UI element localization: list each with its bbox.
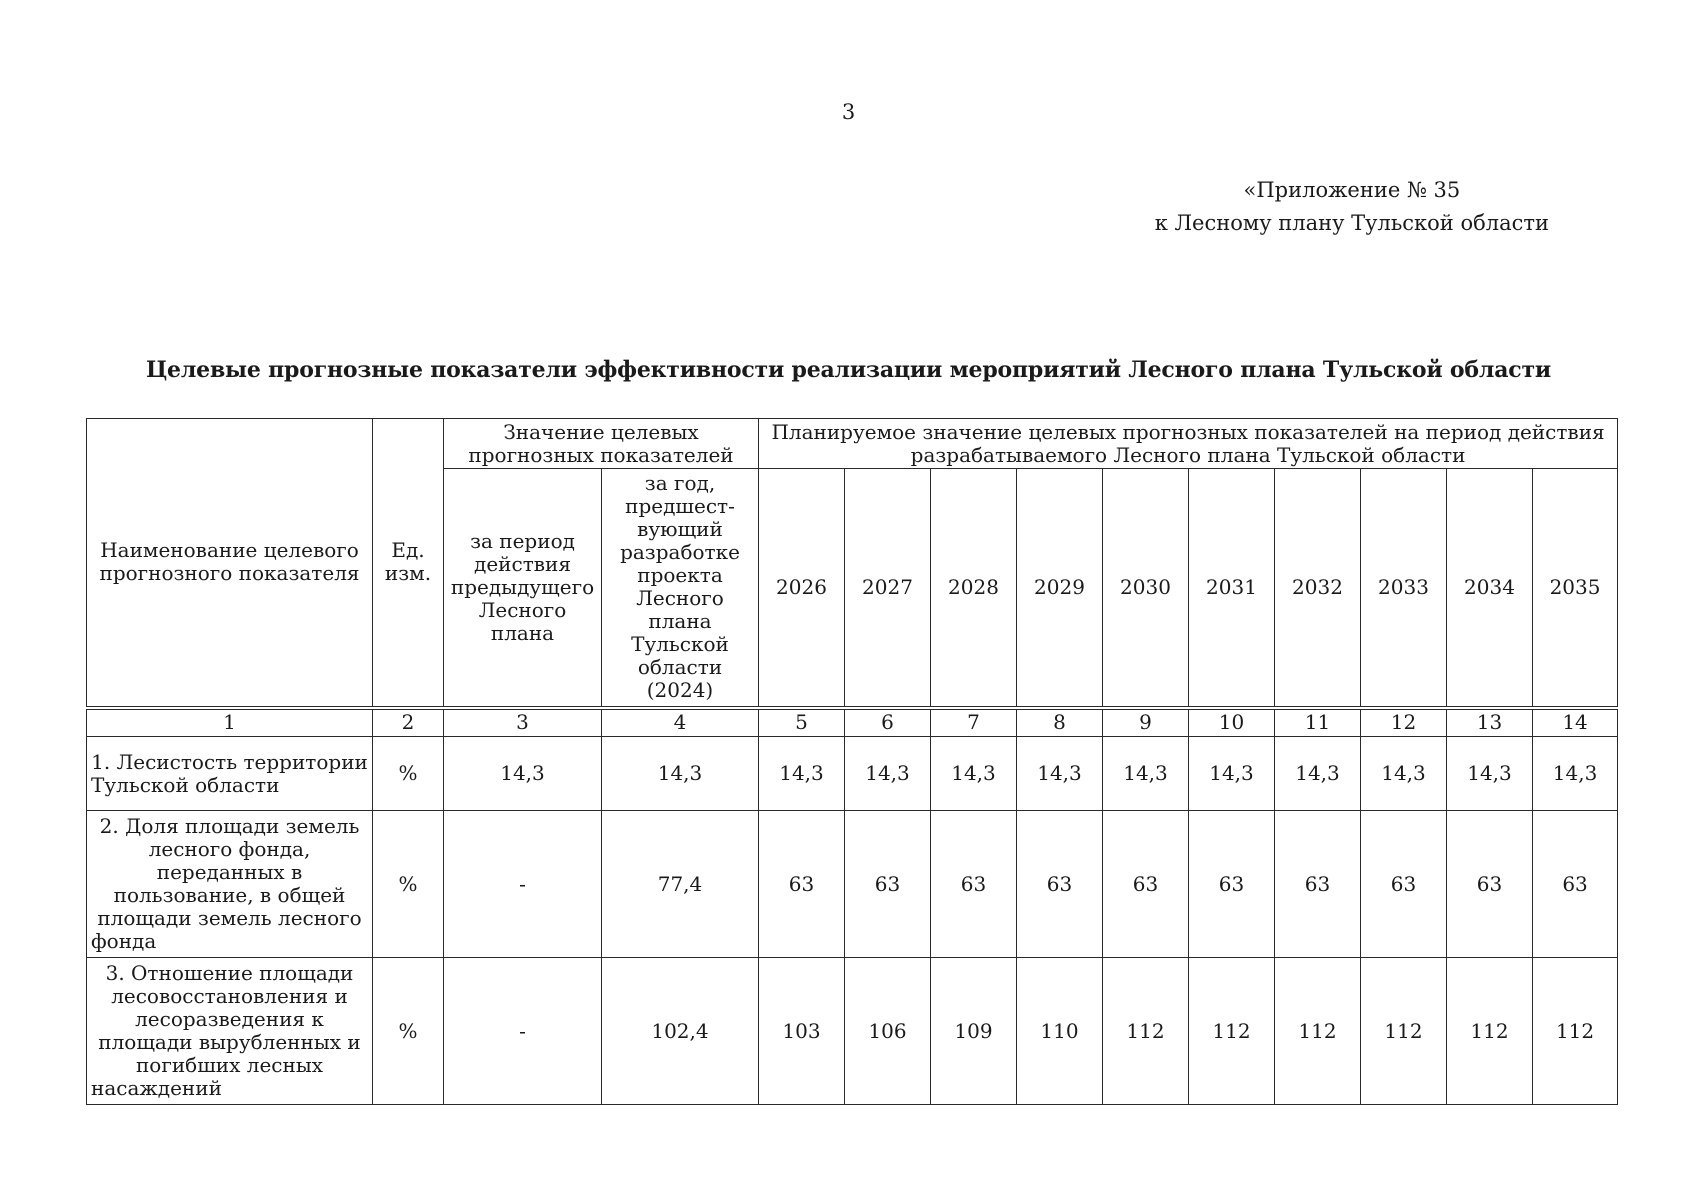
- planned-value: 103: [759, 958, 845, 1105]
- planned-value: 14,3: [845, 737, 931, 811]
- previous-year-value: 14,3: [602, 737, 759, 811]
- planned-value: 14,3: [931, 737, 1017, 811]
- header-year: 2027: [845, 469, 931, 708]
- planned-value: 14,3: [1361, 737, 1447, 811]
- previous-year-value: 77,4: [602, 811, 759, 958]
- header-planned-values: Планируемое значение целевых прогнозных показателей на период действия разрабатываемого Лесного плана Тульской области: [759, 419, 1618, 469]
- planned-value: 63: [845, 811, 931, 958]
- header-year: 2026: [759, 469, 845, 708]
- planned-value: 14,3: [1447, 737, 1533, 811]
- previous-year-value: 102,4: [602, 958, 759, 1105]
- unit-cell: %: [373, 737, 444, 811]
- column-number: 2: [373, 708, 444, 737]
- column-number: 5: [759, 708, 845, 737]
- planned-value: 63: [1189, 811, 1275, 958]
- column-number-row: [87, 708, 1618, 737]
- planned-value: 14,3: [1103, 737, 1189, 811]
- header-indicator-name: Наименование целевого прогнозного показателя: [87, 419, 373, 708]
- indicators-table: [86, 418, 1618, 1105]
- header-year: 2033: [1361, 469, 1447, 708]
- planned-value: 112: [1103, 958, 1189, 1105]
- planned-value: 14,3: [1017, 737, 1103, 811]
- indicator-name: 3. Отношение площади лесовосстановления и лесоразведения к площади вырубленных и погибших лесных насаждений: [87, 958, 373, 1105]
- planned-value: 14,3: [1533, 737, 1618, 811]
- column-number: 4: [602, 708, 759, 737]
- column-number: 10: [1189, 708, 1275, 737]
- planned-value: 112: [1361, 958, 1447, 1105]
- previous-period-value: -: [444, 811, 602, 958]
- indicator-name: 1. Лесистость территории Тульской области: [87, 737, 373, 811]
- planned-value: 63: [1275, 811, 1361, 958]
- header-unit: Ед. изм.: [373, 419, 444, 708]
- column-number: 12: [1361, 708, 1447, 737]
- header-year: 2031: [1189, 469, 1275, 708]
- column-number: 14: [1533, 708, 1618, 737]
- header-current-values: Значение целевых прогнозных показателей: [444, 419, 759, 469]
- column-number: 3: [444, 708, 602, 737]
- document-title: Целевые прогнозные показатели эффективности реализации мероприятий Лесного плана Тульской области: [145, 357, 1551, 383]
- appendix-line-1: «Приложение № 35: [1243, 178, 1461, 202]
- planned-value: 63: [1017, 811, 1103, 958]
- header-year: 2034: [1447, 469, 1533, 708]
- column-number: 11: [1275, 708, 1361, 737]
- column-number: 8: [1017, 708, 1103, 737]
- header-year: 2029: [1017, 469, 1103, 708]
- header-previous-year: за год, предшест-вующий разработке проекта Лесного плана Тульской области (2024): [602, 469, 759, 708]
- planned-value: 109: [931, 958, 1017, 1105]
- unit-cell: %: [373, 958, 444, 1105]
- planned-value: 63: [759, 811, 845, 958]
- planned-value: 63: [1447, 811, 1533, 958]
- planned-value: 112: [1447, 958, 1533, 1105]
- planned-value: 14,3: [1275, 737, 1361, 811]
- planned-value: 63: [1361, 811, 1447, 958]
- header-year: 2032: [1275, 469, 1361, 708]
- planned-value: 110: [1017, 958, 1103, 1105]
- table-row: [87, 958, 1618, 1105]
- previous-period-value: -: [444, 958, 602, 1105]
- appendix-reference: [1155, 174, 1549, 240]
- planned-value: 63: [1533, 811, 1618, 958]
- column-number: 6: [845, 708, 931, 737]
- previous-period-value: 14,3: [444, 737, 602, 811]
- column-number: 9: [1103, 708, 1189, 737]
- header-year: 2030: [1103, 469, 1189, 708]
- planned-value: 63: [931, 811, 1017, 958]
- planned-value: 14,3: [1189, 737, 1275, 811]
- planned-value: 112: [1533, 958, 1618, 1105]
- table-row: [87, 737, 1618, 811]
- table-row: [87, 811, 1618, 958]
- planned-value: 63: [1103, 811, 1189, 958]
- column-number: 7: [931, 708, 1017, 737]
- indicator-name: 2. Доля площади земель лесного фонда, переданных в пользование, в общей площади земель лесного фонда: [87, 811, 373, 958]
- column-number: 1: [87, 708, 373, 737]
- planned-value: 106: [845, 958, 931, 1105]
- page-number: 3: [841, 100, 856, 124]
- column-number: 13: [1447, 708, 1533, 737]
- planned-value: 112: [1275, 958, 1361, 1105]
- header-year: 2035: [1533, 469, 1618, 708]
- header-row-top: [87, 419, 1618, 469]
- appendix-line-2: к Лесному плану Тульской области: [1154, 211, 1549, 235]
- planned-value: 112: [1189, 958, 1275, 1105]
- unit-cell: %: [373, 811, 444, 958]
- header-year: 2028: [931, 469, 1017, 708]
- planned-value: 14,3: [759, 737, 845, 811]
- header-previous-period: за период действия предыдущего Лесного плана: [444, 469, 602, 708]
